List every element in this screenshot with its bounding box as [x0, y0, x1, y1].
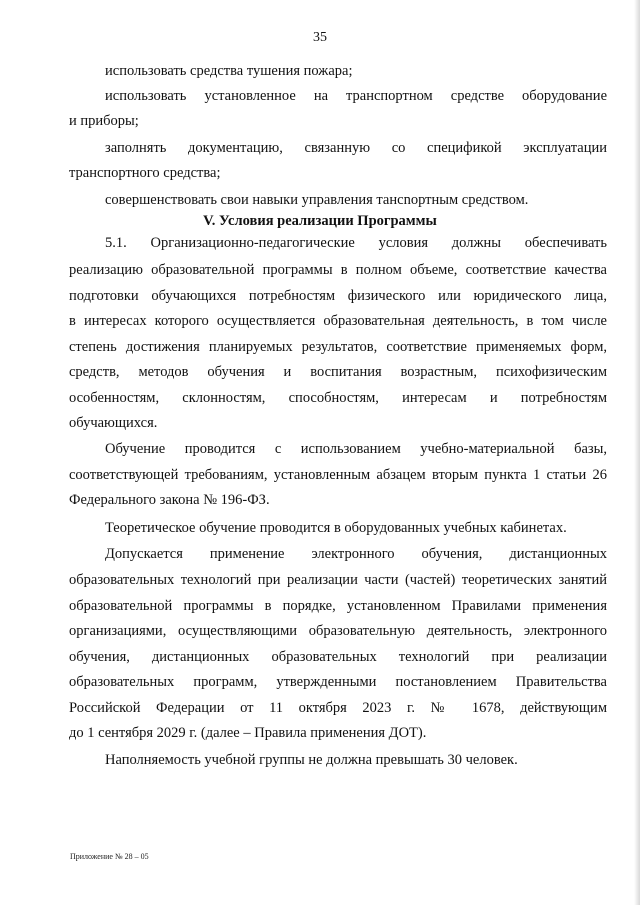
- text-line: до 1 сентября 2029 г. (далее – Правила применения ДОТ).: [69, 725, 427, 741]
- section-heading: V. Условия реализации Программы: [203, 213, 437, 229]
- text-line: образовательной программы в порядке, установленном Правилами применения: [69, 598, 607, 614]
- text-line: реализацию образовательной программы в полном объеме, соответствие качества: [69, 262, 607, 278]
- text-line: 5.1. Организационно-педагогические условия должны обеспечивать: [105, 235, 607, 251]
- text-line: обучения, дистанционных образовательных технологий при реализации: [69, 649, 607, 665]
- text-line: Российской Федерации от 11 октября 2023 г. № 1678, действующим: [69, 700, 607, 716]
- page-edge-shadow: [634, 0, 640, 905]
- text-line: обучающихся.: [69, 415, 158, 431]
- text-line: подготовки обучающихся потребностям физического или юридического лица,: [69, 288, 607, 304]
- text-line: соответствующей требованиям, установленным абзацем вторым пункта 1 статьи 26: [69, 467, 607, 483]
- text-line: средств, методов обучения и воспитания возрастным, психофизическим: [69, 364, 607, 380]
- text-line: использовать установленное на транспортном средстве оборудование: [105, 88, 607, 104]
- page-number: 35: [313, 30, 327, 45]
- text-line: организациями, осуществляющими образовательную деятельность, электронного: [69, 623, 607, 639]
- text-line: Теоретическое обучение проводится в оборудованных учебных кабинетах.: [105, 520, 567, 536]
- text-line: в интересах которого осуществляется образовательная деятельность, в том числе: [69, 313, 607, 329]
- text-line: заполнять документацию, связанную со спецификой эксплуатации: [105, 140, 607, 156]
- text-line: степень достижения планируемых результатов, соответствие применяемых форм,: [69, 339, 607, 355]
- text-line: образовательных технологий при реализации части (частей) теоретических занятий: [69, 572, 607, 588]
- text-line: образовательных программ, утвержденными постановлением Правительства: [69, 674, 607, 690]
- text-line: и приборы;: [69, 113, 139, 129]
- text-line: Федерального закона № 196-ФЗ.: [69, 492, 270, 508]
- text-line: Обучение проводится с использованием учебно-материальной базы,: [105, 441, 607, 457]
- text-line: совершенствовать свои навыки управления тансnортным средством.: [105, 192, 529, 208]
- footer-note: Приложение № 28 – 05: [70, 852, 149, 861]
- text-line: транспортного средства;: [69, 165, 221, 181]
- text-line: Наполняемость учебной группы не должна превышать 30 человек.: [105, 752, 518, 768]
- text-line: использовать средства тушения пожара;: [105, 63, 353, 79]
- text-line: Допускается применение электронного обучения, дистанционных: [105, 546, 607, 562]
- text-line: особенностям, склонностям, способностям, интересам и потребностям: [69, 390, 607, 406]
